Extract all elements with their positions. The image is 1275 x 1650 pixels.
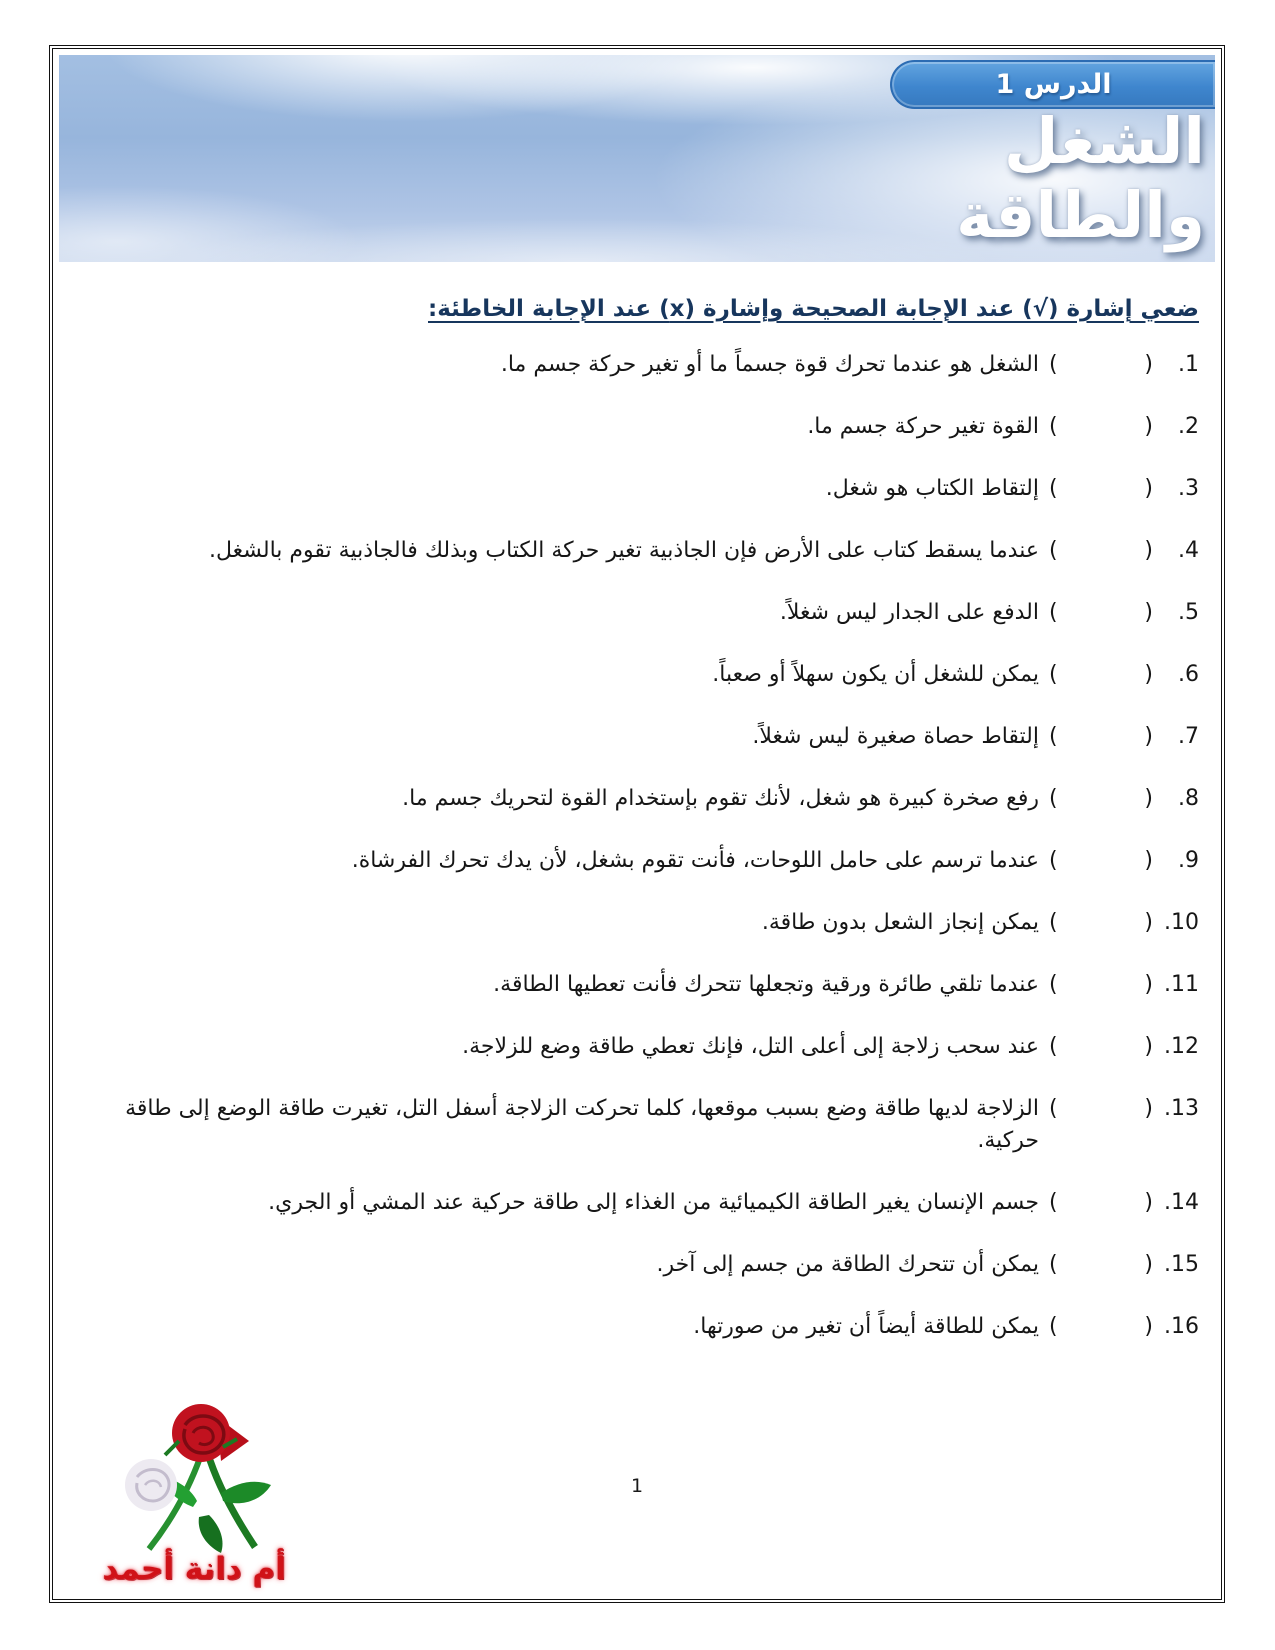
close-paren: ) [1144,972,1153,997]
close-paren: ) [1144,1096,1153,1121]
question-text: رفع صخرة كبيرة هو شغل، لأنك تقوم بإستخدام القوة لتحريك جسم ما. [402,786,1039,811]
question-number: 15. [1164,1252,1199,1277]
close-paren: ) [1144,848,1153,873]
question-row [85,473,1199,505]
open-paren: ( [1049,910,1058,935]
open-paren: ( [1049,662,1058,687]
logo-text: أم دانة أحمد [102,1551,286,1587]
question-text: إلتقاط الكتاب هو شغل. [825,476,1039,501]
answer-blank [1049,535,1153,567]
questions-list [85,349,1199,1343]
question-number: 7. [1178,724,1199,749]
close-paren: ) [1144,662,1153,687]
question-text: الزلاجة لديها طاقة وضع بسبب موقعها، كلما تحركت الزلاجة أسفل التل، تغيرت طاقة الوضع إلى طاقة حركية. [125,1096,1039,1153]
close-paren: ) [1144,910,1153,935]
open-paren: ( [1049,414,1058,439]
open-paren: ( [1049,724,1058,749]
question-number: 14. [1164,1190,1199,1215]
header-banner [59,55,1215,262]
question-row [85,1031,1199,1063]
page-number: 1 [630,1475,644,1497]
question-row [85,1311,1199,1343]
open-paren: ( [1049,1252,1058,1277]
open-paren: ( [1049,476,1058,501]
answer-blank [1049,659,1153,691]
publisher-logo [69,1389,319,1587]
answer-blank [1049,349,1153,381]
open-paren: ( [1049,972,1058,997]
close-paren: ) [1144,352,1153,377]
question-text: يمكن للطاقة أيضاً أن تغير من صورتها. [693,1314,1039,1339]
close-paren: ) [1144,414,1153,439]
question-text: عندما ترسم على حامل اللوحات، فأنت تقوم بشغل، لأن يدك تحرك الفرشاة. [351,848,1039,873]
answer-blank [1049,845,1153,877]
instructions-heading: ضعي إشارة (√) عند الإجابة الصحيحة وإشارة (x) عند الإجابة الخاطئة: [428,296,1199,322]
question-row [85,659,1199,691]
question-number: 1. [1178,352,1199,377]
question-row [85,349,1199,381]
question-number: 4. [1178,538,1199,563]
question-text: عندما يسقط كتاب على الأرض فإن الجاذبية تغير حركة الكتاب وبذلك فالجاذبية تقوم بالشغل. [209,538,1039,563]
banner-title-line2: والطاقة [956,179,1205,253]
question-number: 9. [1178,848,1199,873]
answer-blank [1049,721,1153,753]
question-number: 11. [1164,972,1199,997]
open-paren: ( [1049,848,1058,873]
answer-blank [1049,1187,1153,1219]
question-row [85,783,1199,815]
close-paren: ) [1144,1252,1153,1277]
question-row [85,721,1199,753]
question-number: 8. [1178,786,1199,811]
close-paren: ) [1144,600,1153,625]
close-paren: ) [1144,538,1153,563]
question-row [85,411,1199,443]
open-paren: ( [1049,1190,1058,1215]
answer-blank [1049,1249,1153,1281]
question-text: إلتقاط حصاة صغيرة ليس شغلاً. [752,724,1039,749]
worksheet-body [53,268,1221,1343]
question-text: الشغل هو عندما تحرك قوة جسماً ما أو تغير حركة جسم ما. [500,352,1039,377]
close-paren: ) [1144,1314,1153,1339]
question-text: عندما تلقي طائرة ورقية وتجعلها تتحرك فأنت تعطيها الطاقة. [493,972,1039,997]
close-paren: ) [1144,724,1153,749]
answer-blank [1049,1093,1153,1125]
question-row [85,907,1199,939]
question-row [85,845,1199,877]
roses-icon [89,1389,299,1557]
question-number: 2. [1178,414,1199,439]
close-paren: ) [1144,476,1153,501]
question-row [85,1249,1199,1281]
question-number: 5. [1178,600,1199,625]
question-number: 10. [1164,910,1199,935]
close-paren: ) [1144,1034,1153,1059]
question-row [85,1093,1199,1157]
open-paren: ( [1049,538,1058,563]
question-text: القوة تغير حركة جسم ما. [807,414,1039,439]
answer-blank [1049,783,1153,815]
question-text: جسم الإنسان يغير الطاقة الكيميائية من الغذاء إلى طاقة حركية عند المشي أو الجري. [268,1190,1039,1215]
page-border [52,48,1222,1600]
question-row [85,597,1199,629]
question-number: 13. [1164,1096,1199,1121]
lesson-badge [890,60,1215,109]
answer-blank [1049,597,1153,629]
question-row [85,969,1199,1001]
open-paren: ( [1049,352,1058,377]
question-number: 12. [1164,1034,1199,1059]
close-paren: ) [1144,1190,1153,1215]
question-text: يمكن للشغل أن يكون سهلاً أو صعباً. [712,662,1039,687]
answer-blank [1049,1311,1153,1343]
question-number: 16. [1164,1314,1199,1339]
close-paren: ) [1144,786,1153,811]
question-text: يمكن أن تتحرك الطاقة من جسم إلى آخر. [656,1252,1039,1277]
question-row [85,1187,1199,1219]
question-row [85,535,1199,567]
question-number: 6. [1178,662,1199,687]
answer-blank [1049,907,1153,939]
question-text: يمكن إنجاز الشعل بدون طاقة. [761,910,1039,935]
open-paren: ( [1049,1096,1058,1121]
lesson-badge-label: الدرس 1 [995,69,1112,100]
question-number: 3. [1178,476,1199,501]
open-paren: ( [1049,786,1058,811]
answer-blank [1049,969,1153,1001]
banner-title-line1: الشغل [1003,105,1205,178]
question-text: الدفع على الجدار ليس شغلاً. [779,600,1039,625]
banner-title [956,105,1205,254]
answer-blank [1049,411,1153,443]
open-paren: ( [1049,1034,1058,1059]
answer-blank [1049,473,1153,505]
answer-blank [1049,1031,1153,1063]
open-paren: ( [1049,600,1058,625]
open-paren: ( [1049,1314,1058,1339]
question-text: عند سحب زلاجة إلى أعلى التل، فإنك تعطي طاقة وضع للزلاجة. [462,1034,1039,1059]
